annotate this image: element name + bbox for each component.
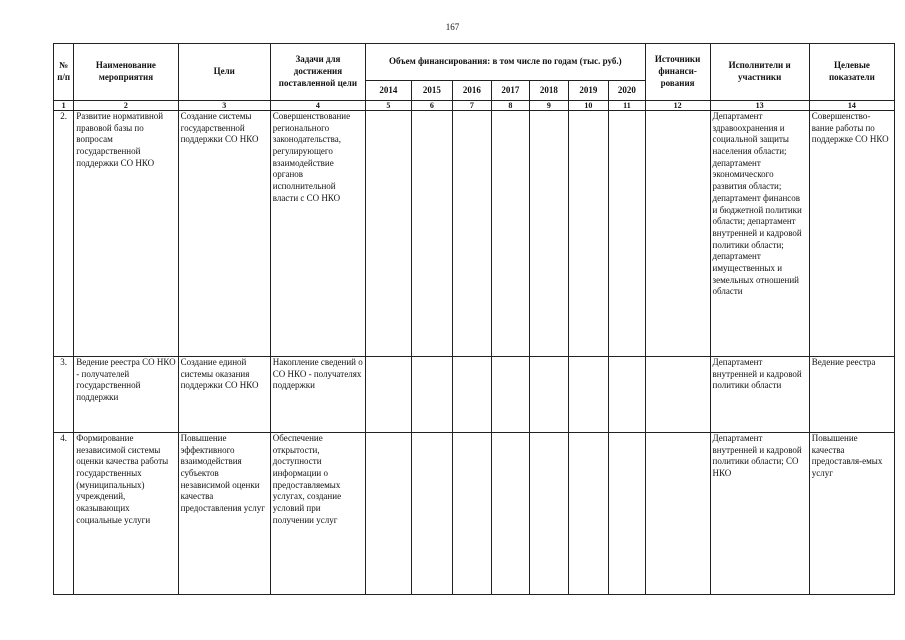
column-number: 2: [74, 101, 178, 111]
column-number: 6: [411, 101, 453, 111]
table-row: [54, 357, 895, 433]
funding-cell: [568, 357, 609, 433]
header-funding: Объем финансирования: в том числе по годам (тыс. руб.): [366, 44, 646, 81]
header-targets: Целевые показатели: [809, 44, 894, 101]
header-year: 2016: [453, 81, 492, 101]
row-name: Развитие нормативной правовой базы по вопросам государственной поддержки СО НКО: [74, 111, 178, 357]
program-table: [53, 43, 895, 595]
row-target: Ведение реестра: [809, 357, 894, 433]
row-task: Обеспечение открытости, доступности информации о предоставляемых услугах, создание условий при получении услуг: [270, 433, 365, 595]
header-year: 2018: [530, 81, 569, 101]
page-number: 167: [445, 22, 460, 32]
funding-cell: [609, 357, 646, 433]
header-tasks: Задачи для достижения поставленной цели: [270, 44, 365, 101]
funding-cell: [568, 111, 609, 357]
funding-cell: [453, 433, 492, 595]
row-goal: Создание единой системы оказания поддержки СО НКО: [178, 357, 270, 433]
row-name: Формирование независимой системы оценки качества работы государственных (муниципальных) учреждений, оказывающих социальные услуги: [74, 433, 178, 595]
header-num: № п/п: [54, 44, 74, 101]
funding-cell: [609, 111, 646, 357]
column-number: 8: [491, 101, 530, 111]
funding-cell: [530, 357, 569, 433]
source-cell: [645, 357, 710, 433]
row-number: 4.: [54, 433, 74, 595]
row-executors: Департамент здравоохранения и социальной защиты населения области; департамент экономического развития области; департамент финансов и бюджетной политики области; департамент внутренней и кадровой политики области; департамент имущественных и земельных отношений области: [710, 111, 809, 357]
column-number: 9: [530, 101, 569, 111]
header-year: 2019: [568, 81, 609, 101]
column-number: 12: [645, 101, 710, 111]
row-executors: Департамент внутренней и кадровой политики области: [710, 357, 809, 433]
header-year: 2015: [411, 81, 453, 101]
header-year: 2014: [366, 81, 412, 101]
source-cell: [645, 111, 710, 357]
column-number: 3: [178, 101, 270, 111]
column-number: 11: [609, 101, 646, 111]
funding-cell: [453, 357, 492, 433]
funding-cell: [530, 111, 569, 357]
row-task: Накопление сведений о СО НКО - получателях поддержки: [270, 357, 365, 433]
column-number: 1: [54, 101, 74, 111]
column-number: 10: [568, 101, 609, 111]
funding-cell: [366, 357, 412, 433]
row-name: Ведение реестра СО НКО - получателей государственной поддержки: [74, 357, 178, 433]
row-number: 2.: [54, 111, 74, 357]
header-year: 2020: [609, 81, 646, 101]
row-target: Повышение качества предоставля-емых услуг: [809, 433, 894, 595]
column-number: 5: [366, 101, 412, 111]
funding-cell: [568, 433, 609, 595]
header-year: 2017: [491, 81, 530, 101]
column-number: 4: [270, 101, 365, 111]
row-target: Совершенство-вание работы по поддержке СО НКО: [809, 111, 894, 357]
funding-cell: [411, 357, 453, 433]
row-goal: Создание системы государственной поддержки СО НКО: [178, 111, 270, 357]
row-number: 3.: [54, 357, 74, 433]
column-number: 7: [453, 101, 492, 111]
funding-cell: [411, 111, 453, 357]
column-number: 14: [809, 101, 894, 111]
column-number: 13: [710, 101, 809, 111]
header-goals: Цели: [178, 44, 270, 101]
row-goal: Повышение эффективного взаимодействия субъектов независимой оценки качества предоставления услуг: [178, 433, 270, 595]
row-task: Совершенствование регионального законодательства, регулирующего взаимодействие органов исполнительной власти с СО НКО: [270, 111, 365, 357]
funding-cell: [366, 433, 412, 595]
funding-cell: [609, 433, 646, 595]
funding-cell: [491, 111, 530, 357]
header-sources: Источники финанси-рования: [645, 44, 710, 101]
header-name: Наименование мероприятия: [74, 44, 178, 101]
funding-cell: [453, 111, 492, 357]
source-cell: [645, 433, 710, 595]
funding-cell: [530, 433, 569, 595]
funding-cell: [491, 433, 530, 595]
row-executors: Департамент внутренней и кадровой политики области; СО НКО: [710, 433, 809, 595]
table-row: [54, 433, 895, 595]
funding-cell: [491, 357, 530, 433]
header-executors: Исполнители и участники: [710, 44, 809, 101]
funding-cell: [366, 111, 412, 357]
table-row: [54, 111, 895, 357]
column-number-row: [54, 101, 895, 111]
funding-cell: [411, 433, 453, 595]
